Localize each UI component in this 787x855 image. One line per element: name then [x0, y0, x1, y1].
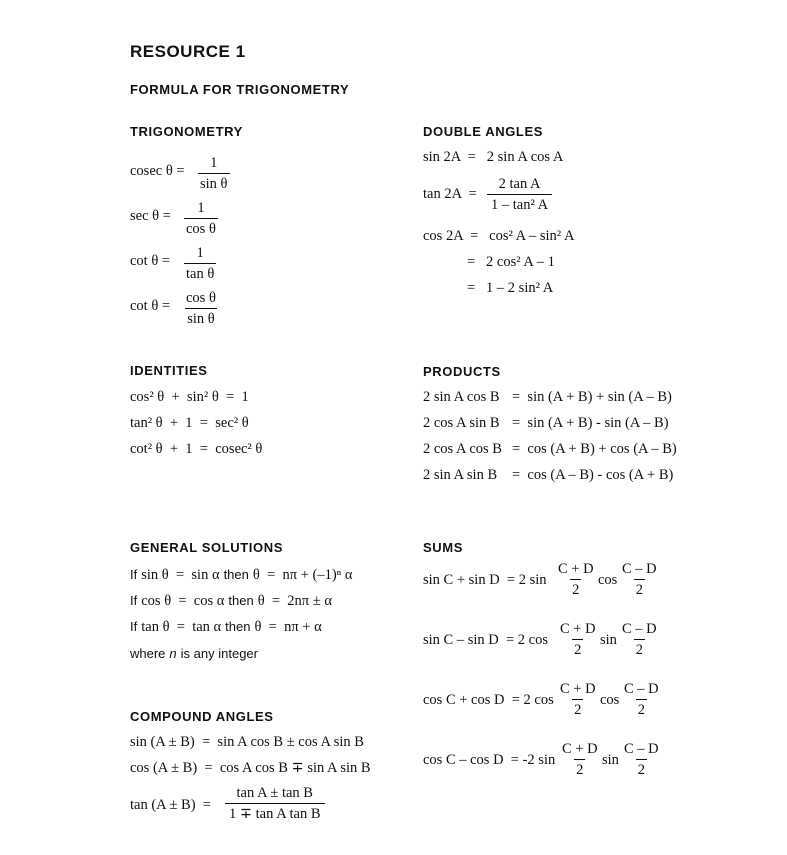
sec-fraction — [184, 201, 218, 236]
cot2-denominator: sin θ — [185, 308, 217, 327]
sum-3-frac-2 — [622, 682, 661, 717]
general-1-if: If — [130, 567, 138, 582]
sum-1-lhs: sin C + sin D = 2 sin — [423, 572, 547, 588]
general-1-condition: sin θ = sin α — [141, 567, 220, 583]
general-3-solution: θ = nπ + α — [254, 619, 322, 635]
cot2-numerator: cos θ — [186, 290, 216, 306]
cot1-lhs: cot θ = — [130, 253, 171, 269]
sums-heading: SUMS — [423, 540, 463, 555]
cos2a-line2: = 2 cos² A – 1 — [467, 254, 555, 270]
cosec-denominator: sin θ — [198, 173, 230, 192]
sum-3-frac-1-num: C + D — [560, 681, 596, 697]
sum-1-mid: cos — [598, 572, 618, 588]
tan2a-fraction — [487, 177, 552, 212]
compound-tan-denominator: 1 ∓ tan A tan B — [225, 803, 325, 822]
cot2-fraction — [184, 291, 218, 326]
general-2-solution: θ = 2nπ ± α — [257, 593, 332, 609]
sec-numerator: 1 — [197, 200, 205, 216]
page-title: RESOURCE 1 — [130, 42, 246, 61]
sum-4-frac-2 — [622, 742, 661, 777]
cot1-fraction — [184, 246, 216, 281]
sum-3-mid: cos — [600, 692, 620, 708]
product-4-lhs: 2 sin A sin B — [423, 467, 498, 483]
general-note — [130, 645, 258, 663]
product-3-rhs: = cos (A + B) + cos (A – B) — [512, 441, 677, 457]
sum-2-frac-2-num: C – D — [622, 621, 657, 637]
double-heading: DOUBLE ANGLES — [423, 124, 543, 139]
product-4-rhs: = cos (A – B) - cos (A + B) — [512, 467, 674, 483]
product-2-lhs: 2 cos A sin B — [423, 415, 500, 431]
cot1-denominator: tan θ — [184, 263, 216, 282]
compound-tan-fraction — [225, 786, 325, 821]
product-1-rhs: = sin (A + B) + sin (A – B) — [512, 389, 672, 405]
sum-2-frac-1 — [558, 622, 598, 657]
sum-2-frac-1-den: 2 — [572, 639, 583, 658]
sum-1-frac-2 — [620, 562, 659, 597]
identity-1: cos² θ + sin² θ = 1 — [130, 389, 249, 405]
general-3-condition: tan θ = tan α — [141, 619, 222, 635]
cosec-lhs: cosec θ = — [130, 163, 185, 179]
cos2a-line1: cos 2A = cos² A – sin² A — [423, 228, 575, 244]
tan2a-lhs: tan 2A = — [423, 186, 477, 202]
identities-heading: IDENTITIES — [130, 363, 208, 378]
general-2-if: If — [130, 593, 138, 608]
general-line-2 — [130, 592, 332, 610]
sec-denominator: cos θ — [184, 218, 218, 237]
product-3-lhs: 2 cos A cos B — [423, 441, 502, 457]
general-3-then: then — [225, 619, 251, 634]
general-line-1 — [130, 566, 352, 584]
compound-tan-numerator: tan A ± tan B — [236, 785, 313, 801]
sum-1-frac-1-num: C + D — [558, 561, 594, 577]
compound-tan-lhs: tan (A ± B) = — [130, 797, 211, 813]
sum-4-frac-2-num: C – D — [624, 741, 659, 757]
sum-2-lhs: sin C – sin D = 2 cos — [423, 632, 548, 648]
products-heading: PRODUCTS — [423, 364, 501, 379]
identity-3: cot² θ + 1 = cosec² θ — [130, 441, 263, 457]
cosec-numerator: 1 — [210, 155, 218, 171]
sum-4-mid: sin — [602, 752, 619, 768]
page-subtitle: FORMULA FOR TRIGONOMETRY — [130, 82, 350, 97]
general-note-rest: is any integer — [180, 646, 258, 661]
sum-3-frac-1-den: 2 — [572, 699, 583, 718]
general-note-n: n — [169, 646, 177, 661]
sum-2-mid: sin — [600, 632, 617, 648]
general-2-then: then — [228, 593, 254, 608]
sum-3-frac-1 — [558, 682, 598, 717]
compound-heading: COMPOUND ANGLES — [130, 709, 274, 724]
cos2a-line3: = 1 – 2 sin² A — [467, 280, 554, 296]
sec-lhs: sec θ = — [130, 208, 171, 224]
tan2a-numerator: 2 tan A — [498, 176, 541, 192]
general-note-where: where — [130, 646, 166, 661]
general-1-then: then — [223, 567, 249, 582]
cot1-numerator: 1 — [196, 245, 204, 261]
cot2-lhs: cot θ = — [130, 298, 171, 314]
tan2a-denominator: 1 – tan² A — [487, 194, 552, 213]
identity-2: tan² θ + 1 = sec² θ — [130, 415, 249, 431]
sum-2-frac-2 — [620, 622, 659, 657]
sum-4-frac-1-num: C + D — [562, 741, 598, 757]
sum-1-frac-2-num: C – D — [622, 561, 657, 577]
general-1-solution: θ = nπ + (–1)ⁿ α — [252, 567, 353, 583]
product-2-rhs: = sin (A + B) - sin (A – B) — [512, 415, 669, 431]
sum-4-frac-1-den: 2 — [574, 759, 585, 778]
sum-2-frac-1-num: C + D — [560, 621, 596, 637]
general-3-if: If — [130, 619, 138, 634]
sum-1-frac-2-den: 2 — [634, 579, 645, 598]
sum-4-frac-2-den: 2 — [636, 759, 647, 778]
cosec-fraction — [198, 156, 230, 191]
compound-sin: sin (A ± B) = sin A cos B ± cos A sin B — [130, 734, 364, 750]
sum-3-frac-2-den: 2 — [636, 699, 647, 718]
sum-1-frac-1-den: 2 — [570, 579, 581, 598]
sum-1-frac-1 — [556, 562, 596, 597]
compound-cos: cos (A ± B) = cos A cos B ∓ sin A sin B — [130, 760, 371, 776]
trig-heading: TRIGONOMETRY — [130, 124, 243, 139]
sum-2-frac-2-den: 2 — [634, 639, 645, 658]
sum-4-lhs: cos C – cos D = -2 sin — [423, 752, 556, 768]
sin2a-line: sin 2A = 2 sin A cos A — [423, 149, 564, 165]
general-heading: GENERAL SOLUTIONS — [130, 540, 283, 555]
general-line-3 — [130, 618, 322, 636]
sum-4-frac-1 — [560, 742, 600, 777]
sum-3-lhs: cos C + cos D = 2 cos — [423, 692, 554, 708]
sum-3-frac-2-num: C – D — [624, 681, 659, 697]
general-2-condition: cos θ = cos α — [141, 593, 225, 609]
product-1-lhs: 2 sin A cos B — [423, 389, 500, 405]
